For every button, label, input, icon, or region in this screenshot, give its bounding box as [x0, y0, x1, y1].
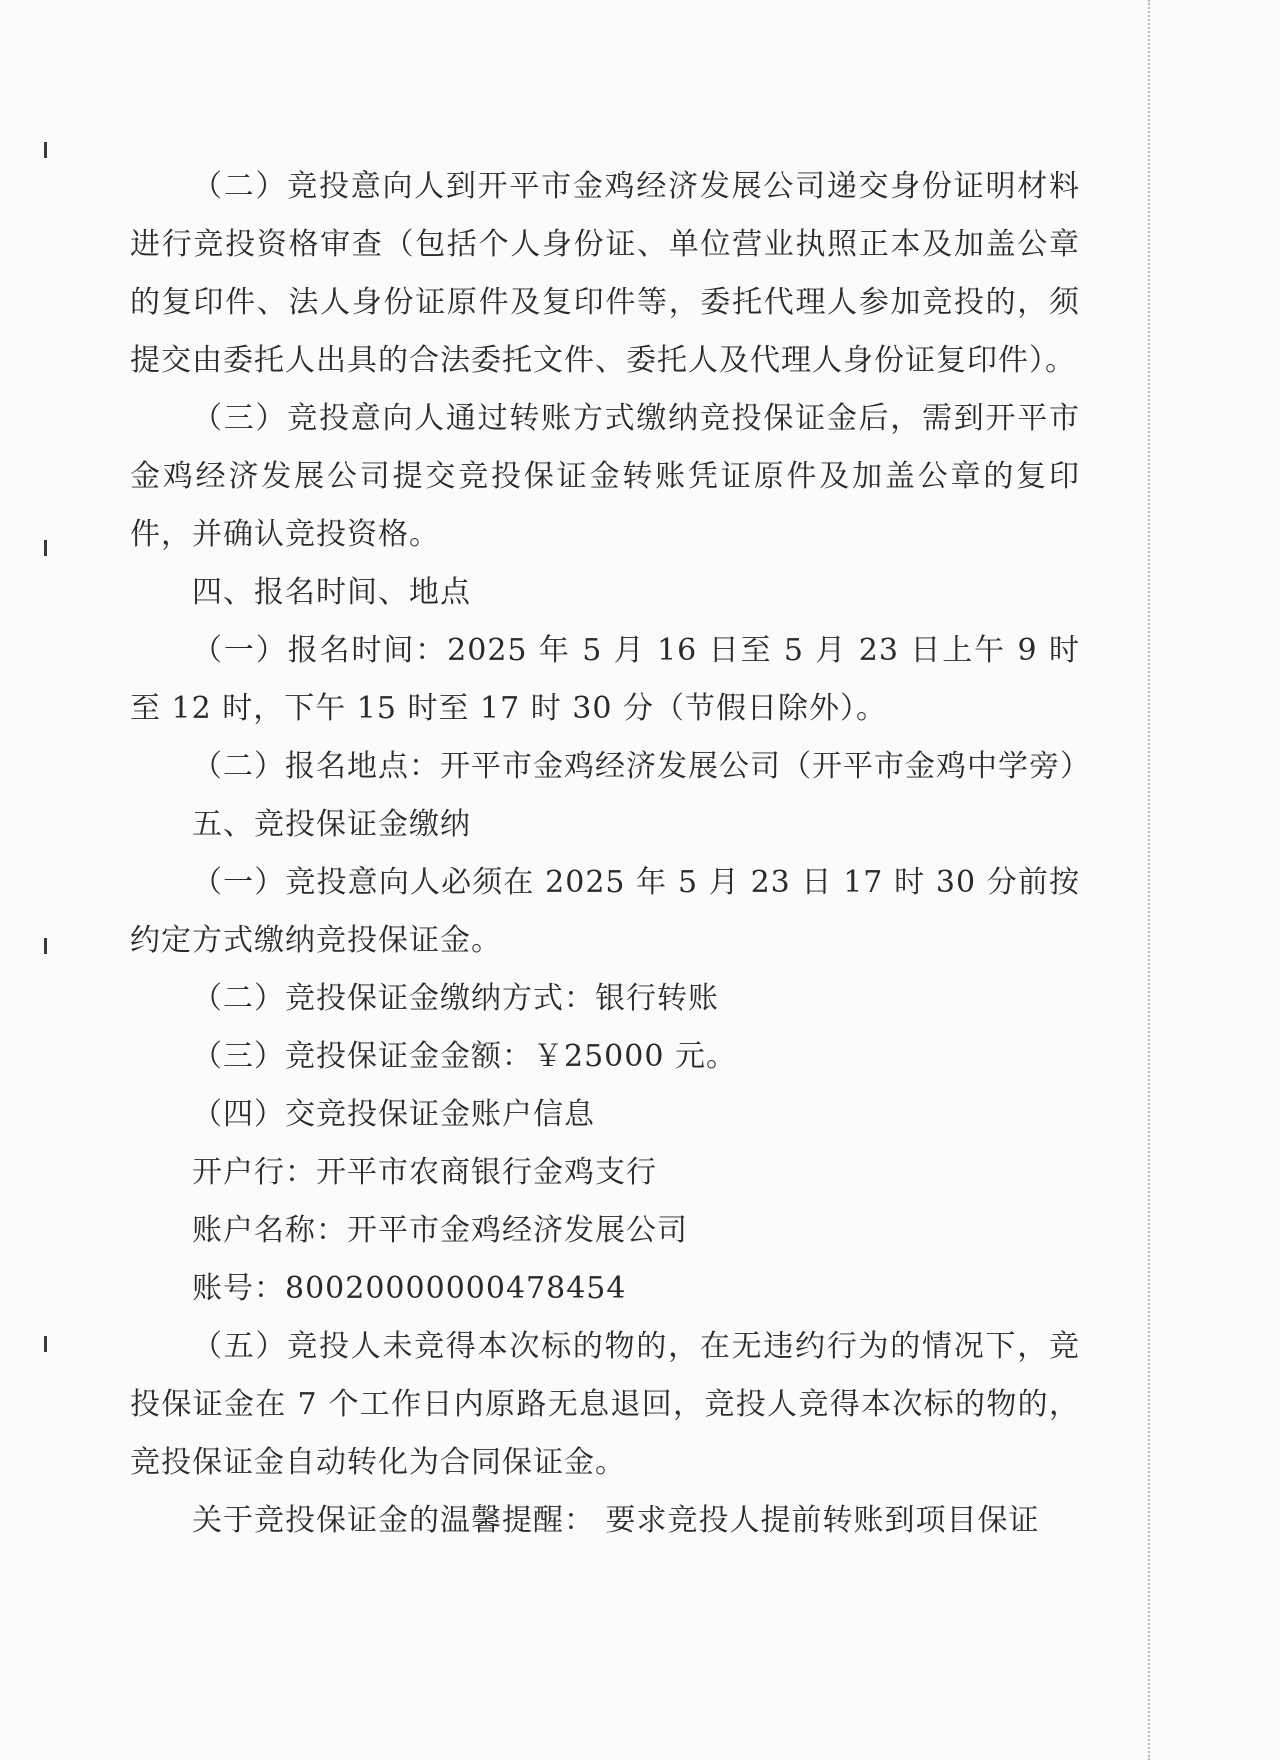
- section-heading-registration: 四、报名时间、地点: [192, 575, 471, 610]
- binding-hole-mark: [44, 1336, 47, 1352]
- paragraph-deposit-amount: （三）竞投保证金金额：￥25000 元。: [192, 1039, 737, 1074]
- binding-hole-mark: [44, 938, 47, 954]
- paragraph-deposit-method: （二）竞投保证金缴纳方式：银行转账: [192, 981, 719, 1016]
- paragraph-deposit-deadline: （一）竞投意向人必须在 2025 年 5 月 23 日 17 时 30 分前按约定方式缴纳竞投保证金。: [130, 865, 1080, 958]
- paragraph-identity-review: （二）竞投意向人到开平市金鸡经济发展公司递交身份证明材料进行竞投资格审查（包括个人身份证、单位营业执照正本及加盖公章的复印件、法人身份证原件及复印件等，委托代理人参加竞投的，须提交由委托人出具的合法委托文件、委托人及代理人身份证复印件）。: [130, 169, 1080, 378]
- paragraph-deposit-confirmation: （三）竞投意向人通过转账方式缴纳竞投保证金后，需到开平市金鸡经济发展公司提交竞投保证金转账凭证原件及加盖公章的复印件，并确认竞投资格。: [130, 401, 1080, 552]
- paragraph-registration-place: （二）报名地点：开平市金鸡经济发展公司（开平市金鸡中学旁）: [192, 749, 1091, 784]
- paragraph-account-number: 账号：80020000000478454: [192, 1271, 627, 1306]
- paragraph-account-info-heading: （四）交竞投保证金账户信息: [192, 1097, 595, 1132]
- binding-hole-mark: [44, 142, 47, 158]
- document-body: [130, 158, 1091, 1550]
- paragraph-deposit-refund: （五）竞投人未竞得本次标的物的，在无违约行为的情况下，竞投保证金在 7 个工作日内原路无息退回，竞投人竞得本次标的物的，竞投保证金自动转化为合同保证金。: [130, 1329, 1080, 1480]
- section-heading-deposit: 五、竞投保证金缴纳: [192, 807, 471, 842]
- binding-hole-mark: [44, 540, 47, 556]
- paragraph-deposit-reminder: 关于竞投保证金的温馨提醒： 要求竞投人提前转账到项目保证: [192, 1503, 1040, 1538]
- scan-edge-dotted-line: [1148, 0, 1152, 1760]
- paragraph-bank-name: 开户行：开平市农商银行金鸡支行: [192, 1155, 657, 1190]
- paragraph-registration-time: （一）报名时间：2025 年 5 月 16 日至 5 月 23 日上午 9 时至 12 时，下午 15 时至 17 时 30 分（节假日除外）。: [130, 633, 1080, 726]
- paragraph-account-name: 账户名称：开平市金鸡经济发展公司: [192, 1213, 688, 1248]
